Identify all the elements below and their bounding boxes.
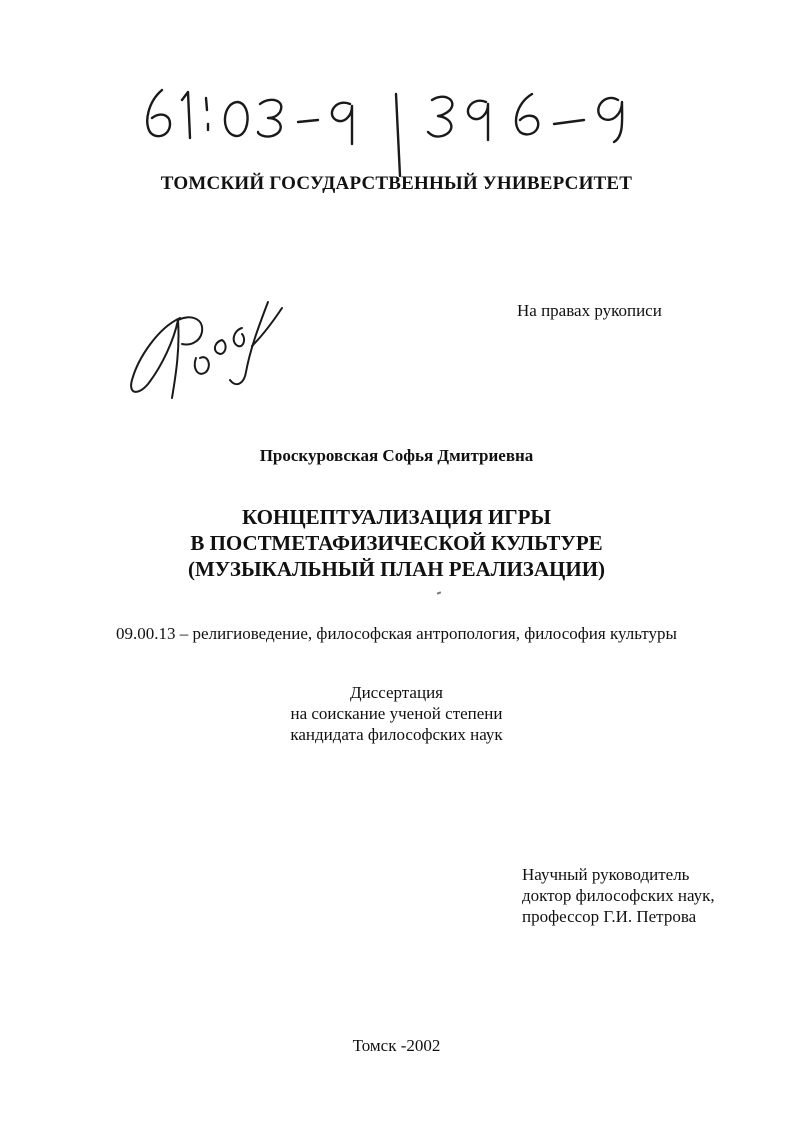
degree-line: Диссертация [349, 683, 443, 702]
degree-statement [0, 682, 793, 745]
handwritten-catalog-code [140, 60, 660, 180]
title-line: В ПОСТМЕТАФИЗИЧЕСКОЙ КУЛЬТУРЕ [190, 531, 603, 555]
title-line: (МУЗЫКАЛЬНЫЙ ПЛАН РЕАЛИЗАЦИИ) [187, 557, 606, 581]
supervisor-line: Научный руководитель [522, 865, 690, 884]
supervisor-line: профессор Г.И. Петрова [522, 907, 697, 926]
degree-line: кандидата философских наук [290, 725, 503, 744]
university-name: ТОМСКИЙ ГОСУДАРСТВЕННЫЙ УНИВЕРСИТЕТ [160, 173, 633, 194]
dissertation-title [0, 504, 793, 582]
scan-speck [437, 591, 441, 594]
rights-note: На правах рукописи [517, 301, 662, 320]
author-signature [118, 288, 288, 423]
specialty-code: 09.00.13 – религиоведение, философская антропология, философия культуры [116, 624, 677, 643]
city-year: Томск -2002 [352, 1036, 441, 1055]
supervisor-line: доктор философских наук, [522, 886, 715, 905]
supervisor-block [522, 864, 715, 927]
degree-line: на соискание ученой степени [290, 704, 503, 723]
author-name: Проскуровская Софья Дмитриевна [259, 446, 534, 465]
title-line: КОНЦЕПТУАЛИЗАЦИЯ ИГРЫ [241, 505, 552, 529]
